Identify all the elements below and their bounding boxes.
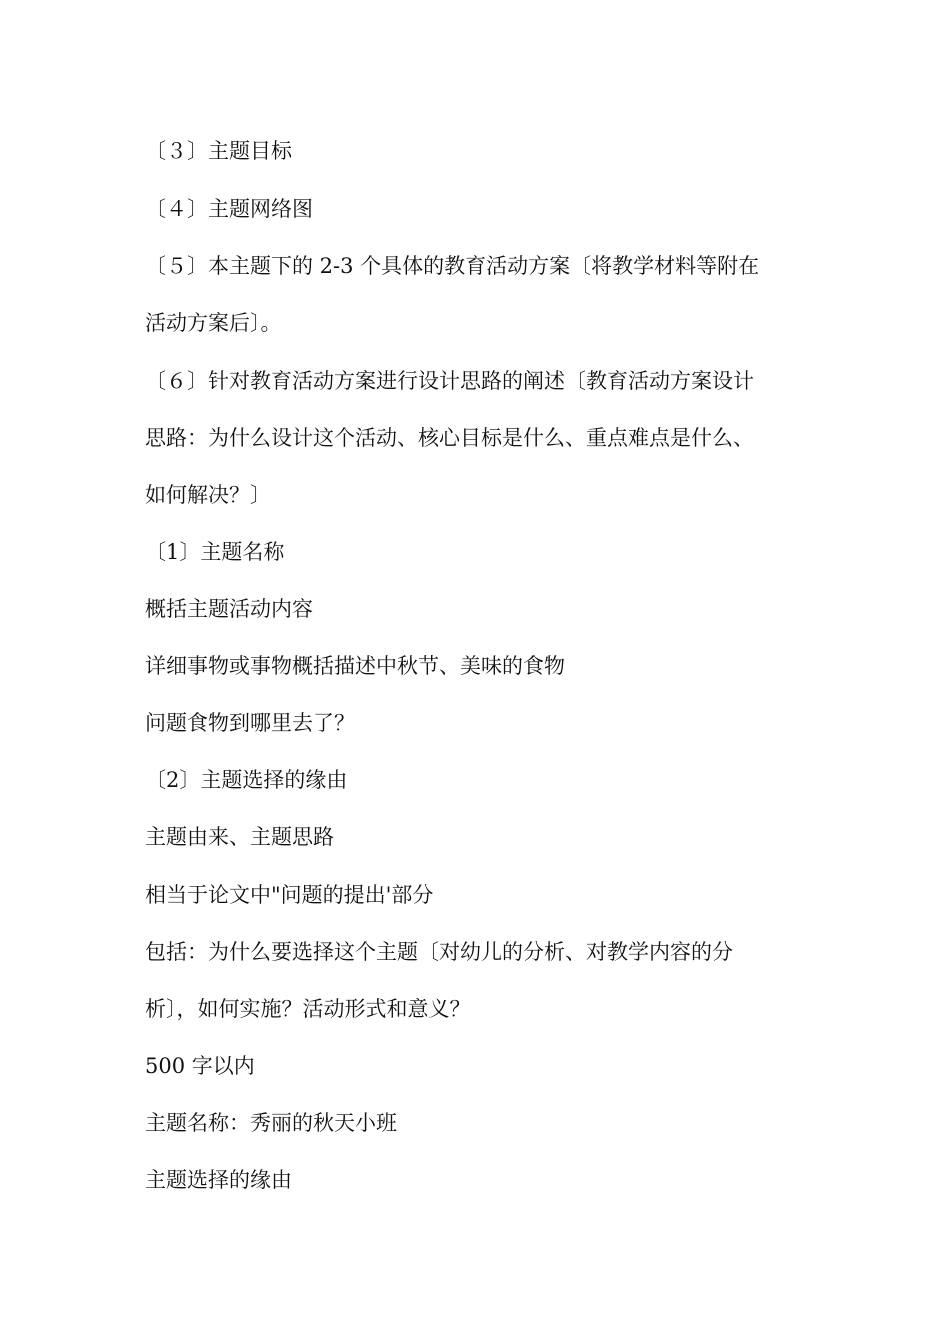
text-line: 问题食物到哪里去了？ — [145, 711, 355, 735]
text-line: 〔６〕针对教育活动方案进行设计思路的阐述〔教育活动方案设计 — [145, 369, 754, 393]
text-line: 主题由来、主题思路 — [145, 825, 334, 849]
text-line: 〔４〕主题网络图 — [145, 197, 313, 221]
text-line: 概括主题活动内容 — [145, 597, 313, 621]
text-line: 如何解决？〕 — [145, 483, 271, 507]
text-line: 主题选择的缘由 — [145, 1168, 292, 1192]
text-line: 〔５〕本主题下的 2-3 个具体的教育活动方案〔将教学材料等附在 — [145, 254, 760, 278]
text-line: 包括：为什么要选择这个主题〔对幼儿的分析、对教学内容的分 — [145, 940, 733, 964]
text-line: 析〕，如何实施？活动形式和意义？ — [145, 997, 471, 1021]
text-line: 活动方案后〕。 — [145, 311, 282, 335]
text-line: 〔2〕主题选择的缘由 — [145, 768, 348, 792]
text-line: 主题名称：秀丽的秋天小班 — [145, 1111, 397, 1135]
text-line: 〔３〕主题目标 — [145, 139, 292, 163]
text-line: 详细事物或事物概括描述中秋节、美味的食物 — [145, 654, 565, 678]
text-line: 〔1〕主题名称 — [145, 540, 285, 564]
text-line: 思路：为什么设计这个活动、核心目标是什么、重点难点是什么、 — [145, 426, 754, 450]
text-line: 500 字以内 — [145, 1054, 255, 1078]
text-line: 相当于论文中"问题的提出'部分 — [145, 883, 434, 907]
